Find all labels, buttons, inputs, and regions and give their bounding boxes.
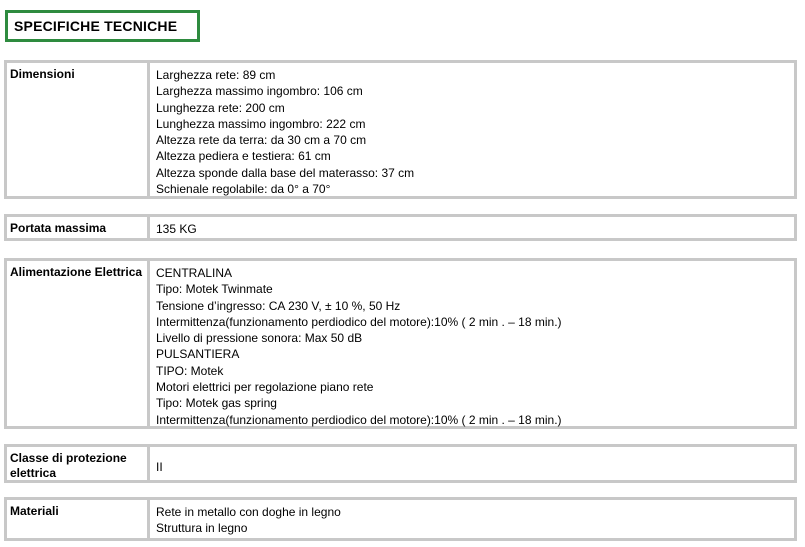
spec-value [150,500,794,538]
spec-line: CENTRALINA [156,266,233,280]
spec-line: PULSANTIERA [156,347,240,362]
spec-line: Tipo: Motek Twinmate [156,282,273,297]
spec-label: Portata massima [7,217,150,238]
spec-line: Altezza pediera e testiera: 61 cm [156,149,331,164]
page-title-box [5,10,200,42]
spec-line: Larghezza massimo ingombro: 106 cm [156,84,363,99]
spec-label: Alimentazione Elettrica [7,261,150,426]
spec-table-dimensioni [4,60,797,199]
spec-table-classe-protezione [4,444,797,483]
spec-line: Struttura in legno [156,521,248,536]
spec-value [150,447,794,480]
spec-line: Lunghezza rete: 200 cm [156,100,285,115]
spec-line: TIPO: Motek [156,363,224,378]
spec-line: Motori elettrici per regolazione piano rete [156,380,374,395]
spec-table-portata [4,214,797,241]
spec-line: Altezza rete da terra: da 30 cm a 70 cm [156,133,367,148]
spec-line: Intermittenza(funzionamento perdiodico del motore):10% ( 2 min . – 18 min.) [156,314,562,329]
spec-line: Lunghezza massimo ingombro: 222 cm [156,116,366,131]
spec-table-alimentazione [4,258,797,429]
spec-line: Tensione d’ingresso: CA 230 V, ± 10 %, 50 Hz [156,298,401,313]
spec-line: Larghezza rete: 89 cm [156,68,276,82]
spec-line: Rete in metallo con doghe in legno [156,505,341,519]
spec-label: Materiali [7,500,150,538]
spec-line: Livello di pressione sonora: Max 50 dB [156,331,363,346]
spec-label: Dimensioni [7,63,150,196]
spec-line: Altezza sponde dalla base del materasso: 37 cm [156,165,415,180]
spec-value [150,261,794,426]
spec-label: Classe di protezione elettrica [7,447,150,480]
spec-line: II [156,460,163,474]
spec-table-materiali [4,497,797,541]
spec-value [150,63,794,196]
spec-line: Tipo: Motek gas spring [156,396,277,411]
spec-line: 135 KG [156,222,197,236]
spec-value [150,217,794,238]
page-title: SPECIFICHE TECNICHE [14,18,178,34]
spec-line: Schienale regolabile: da 0° a 70° [156,182,331,197]
spec-line: Intermittenza(funzionamento perdiodico del motore):10% ( 2 min . – 18 min.) [156,412,562,427]
